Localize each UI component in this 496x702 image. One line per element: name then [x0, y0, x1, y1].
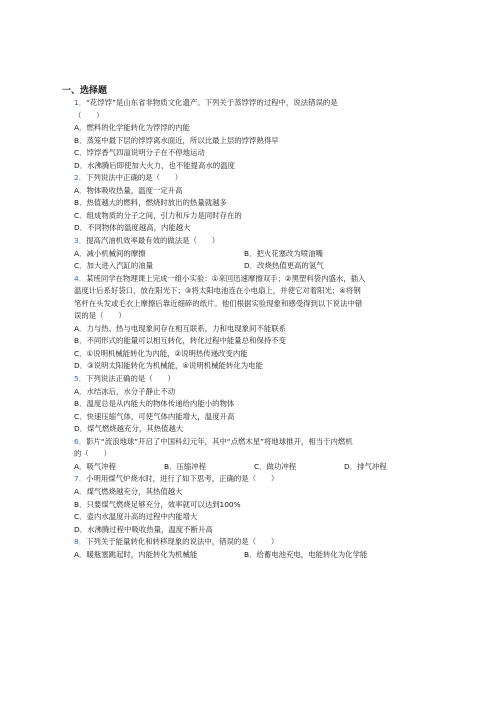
option-b: B．只要煤气燃烧足够充分，效率就可以达到100%	[74, 499, 241, 509]
option-c: C．组成物质的分子之间，引力和斥力是同时存在的	[74, 210, 242, 220]
section-title: 一、选择题	[62, 86, 108, 96]
option-a: A．减小机械间的摩擦	[74, 248, 146, 258]
question-stem-line: 5．下列说法正确的是（ ）	[74, 374, 175, 384]
question-stem-line: 温度计后系好袋口，放在阳光下；③将太阳电池连在小电扇上，并使它对着阳光；④将钢	[74, 286, 361, 296]
option-b: B．不同形式的能量可以相互转化，转化过程中能量总和保持不变	[74, 336, 287, 346]
question-stem-line: 误的是（ ）	[74, 311, 126, 321]
option-b: B．热值越大的燃料，燃烧时放出的热量就越多	[74, 198, 227, 208]
option-b: B．给蓄电池充电，电能转化为化学能	[244, 549, 368, 559]
question-4	[74, 273, 434, 373]
option-d: D．水沸腾后即使加大火力，也不能提高水的温度	[74, 160, 235, 170]
question-3	[74, 235, 434, 273]
question-stem-line: 3．提高汽油机效率最有效的做法是（ ）	[74, 236, 220, 246]
question-number: 4．	[74, 273, 87, 283]
question-stem-line: 1．“花饽饽”是山东省非物质文化遗产。下列关于蒸饽饽的过程中，说法错误的是	[74, 98, 338, 107]
question-number: 6．	[74, 436, 87, 446]
question-list	[74, 97, 434, 561]
option-c: C．快速压缩气体，可使气体内能增大，温度升高	[74, 411, 235, 421]
option-row	[74, 549, 434, 562]
question-7	[74, 473, 434, 536]
option-d: D．排气冲程	[344, 461, 387, 471]
option-c: C．加大进入汽缸的油量	[74, 261, 154, 271]
question-stem-line: 的（ ）	[74, 449, 111, 459]
question-stem-line: （ ）	[74, 110, 104, 120]
question-1	[74, 97, 434, 172]
option-d: D．③说明太阳能转化为机械能，④说明机械能转化为电能	[74, 361, 263, 371]
option-row	[74, 248, 434, 261]
option-b: B．温度总是从内能大的物体传递给内能小的物体	[74, 399, 235, 409]
question-number: 2．	[74, 173, 87, 183]
question-stem-line: 6．影片“流浪地球”开启了中国科幻元年，其中“点燃木星”将地球推开，相当于内燃机	[74, 436, 353, 446]
option-b: B．把火花塞改为喷油嘴	[244, 248, 323, 258]
option-row	[74, 461, 434, 474]
option-d: D．改烧热值更高的氢气	[244, 261, 324, 271]
question-8	[74, 536, 434, 561]
option-c: C．饽饽香气四溢说明分子在不停地运动	[74, 148, 205, 158]
option-d: D．不同物体的温度越高，内能越大	[74, 223, 191, 233]
question-stem-line: 4．某班同学在物理课上完成一组小实验：①来回迅速摩擦双手；②黑塑料袋内盛水，插入	[74, 273, 366, 283]
option-a: A．物体吸收热量，温度一定升高	[74, 185, 183, 195]
option-c: C．①说明机械能转化为内能，②说明热传递改变内能	[74, 348, 248, 358]
option-d: D．水沸腾过程中吸收热量，温度不断升高	[74, 524, 213, 534]
option-a: A．水结冰后，水分子静止不动	[74, 386, 176, 396]
question-5	[74, 373, 434, 436]
option-row	[74, 260, 434, 273]
option-a: A．暖瓶塞跳起时，内能转化为机械能	[74, 549, 198, 559]
option-d: D．煤气燃烧越充分，其热值越大	[74, 424, 184, 434]
option-a: A．吸气冲程	[74, 461, 117, 471]
question-number: 7．	[74, 474, 87, 484]
question-number: 8．	[74, 537, 87, 547]
question-number: 5．	[74, 374, 87, 384]
option-a: A．力与热、热与电现象间存在相互联系，力和电现象间不能联系	[74, 323, 286, 333]
question-stem-line: 8．下列关于能量转化和转移现象的说法中，错误的是（ ）	[74, 537, 279, 547]
option-b: B．蒸笼中最下层的饽饽离水面近，所以比最上层的饽饽熟得早	[74, 135, 279, 145]
question-stem-line: 2．下列说法中正确的是（ ）	[74, 173, 183, 183]
option-c: C．壶内水温度升高的过程中内能增大	[74, 512, 198, 522]
question-2	[74, 172, 434, 235]
option-a: A．燃料的化学能转化为饽饽的内能	[74, 123, 190, 133]
option-a: A．煤气燃烧越充分，其热值越大	[74, 486, 183, 496]
option-c: C．做功冲程	[254, 461, 297, 471]
question-number: 1．	[74, 98, 87, 107]
question-stem-line: 7．小明用煤气炉烧水时，进行了如下思考，正确的是（ ）	[74, 474, 279, 484]
question-6	[74, 436, 434, 474]
question-stem-line: 笔杆在头发或毛衣上摩擦后靠近细碎的纸片。他们根据实验现象和感受得到以下说法中错	[74, 298, 363, 308]
question-number: 3．	[74, 236, 87, 246]
option-b: B．压缩冲程	[164, 461, 207, 471]
